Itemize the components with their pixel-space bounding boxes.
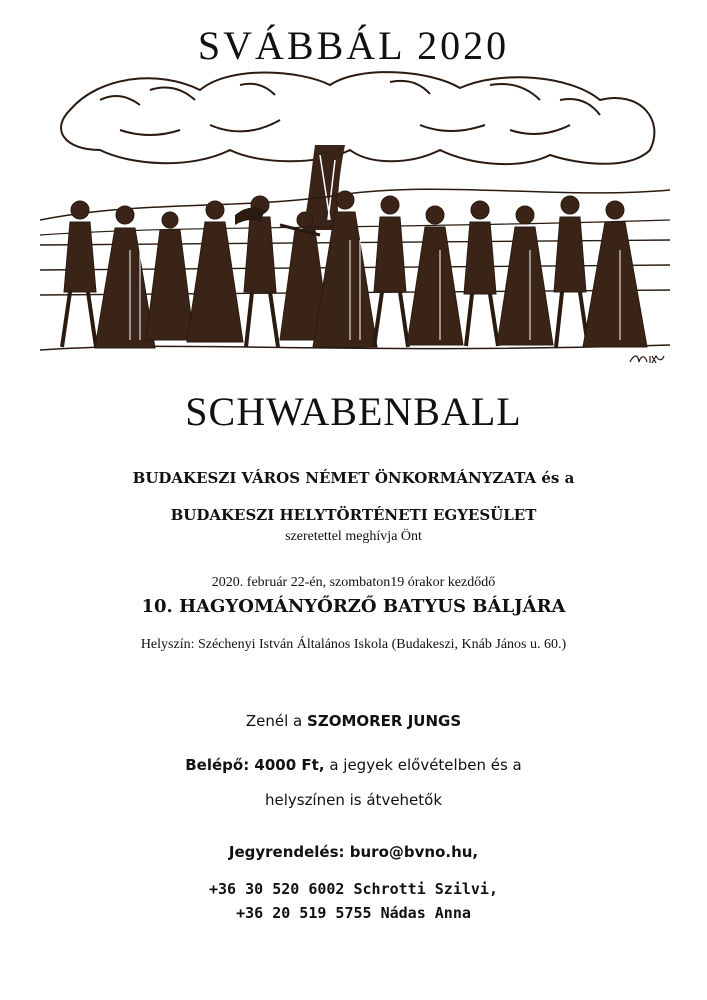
poster-title: SVÁBBÁL 2020	[197, 23, 510, 68]
music-prefix: Zenél a	[245, 712, 303, 730]
ticket-order-email: Jegyrendelés: buro@bvno.hu,	[228, 843, 479, 861]
dance-illustration	[40, 70, 670, 380]
phone-contact-1: +36 30 520 6002 Schrotti Szilvi,	[209, 880, 498, 898]
entry-text: a jegyek elővételben és a	[329, 756, 522, 774]
entry-text-2: helyszínen is átvehetők	[264, 791, 443, 809]
band-name: SZOMORER JUNGS	[307, 712, 462, 730]
entry-price: Belépő: 4000 Ft,	[185, 756, 325, 774]
organizer-line-2: BUDAKESZI HELYTÖRTÉNETI EGYESÜLET	[170, 506, 537, 524]
invitation-text: szeretettel meghívja Önt	[285, 529, 422, 544]
music-line	[0, 712, 707, 730]
event-name: 10. HAGYOMÁNYŐRZŐ BATYUS BÁLJÁRA	[141, 596, 566, 617]
entry-line	[0, 756, 707, 774]
phone-contact-2: +36 20 519 5755 Nádas Anna	[236, 904, 471, 922]
organizer-line-1: BUDAKESZI VÁROS NÉMET ÖNKORMÁNYZATA és a	[132, 469, 575, 487]
event-date: 2020. február 22-én, szombaton19 órakor kezdődő	[211, 575, 496, 590]
event-venue: Helyszín: Széchenyi István Általános Iskola (Budakeszi, Knáb János u. 60.)	[140, 637, 567, 652]
subtitle: SCHWABENBALL	[185, 389, 522, 434]
